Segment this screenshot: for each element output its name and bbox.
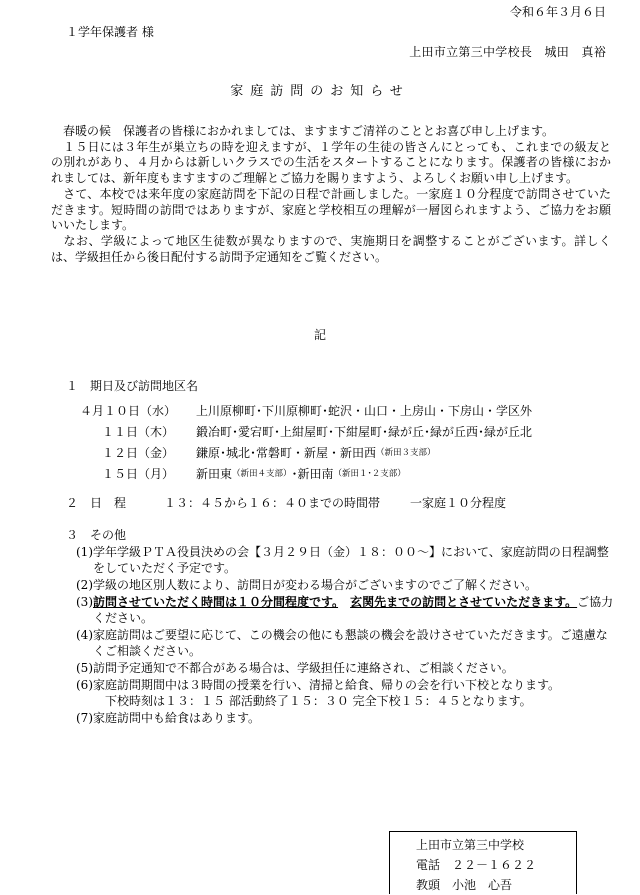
item-text xyxy=(93,678,560,710)
item-text-line: 下校時刻は１３：１５ 部活動終了１５：３０ 完全下校１５：４５となります。 xyxy=(105,693,532,708)
schedule-row xyxy=(80,443,532,464)
sender: 上田市立第三中学校長 城田 真裕 xyxy=(409,45,606,59)
addressee: １学年保護者 様 xyxy=(66,25,154,39)
schedule-date: １２日（金） xyxy=(102,446,175,460)
item-text: 学年学級ＰＴＡ役員決めの会【３月２９日（金）１８：００～】において、家庭訪問の日程調整をしていただく予定です。 xyxy=(93,545,609,575)
list-item xyxy=(76,711,616,727)
section2-label: ２ 日 程 xyxy=(66,496,127,510)
section2-schedule xyxy=(66,495,506,511)
schedule-row xyxy=(80,401,532,422)
schedule-note: （新田４支部） xyxy=(232,469,292,479)
item-number: (6) xyxy=(76,677,93,692)
item-text: 家庭訪問中も給食はあります。 xyxy=(93,710,261,725)
schedule-areas: ･新田南 xyxy=(291,467,334,481)
body-text xyxy=(51,124,611,265)
document-date: 令和６年３月６日 xyxy=(509,5,606,19)
body-paragraph: 春暖の候 保護者の皆様におかれましては、ますますご清祥のこととお喜び申し上げます。 xyxy=(51,124,555,138)
document-title: 家庭訪問のお知らせ xyxy=(230,84,410,99)
emphasis-text: 訪問させていただく時間は１０分間程度です。 xyxy=(93,594,339,609)
schedule-note: （新田１･２支部） xyxy=(333,469,406,479)
contact-person: 教頭 小池 心吾 xyxy=(416,878,513,892)
section2-duration: 一家庭１０分程度 xyxy=(410,496,507,510)
list-item xyxy=(76,595,616,627)
ki-marker: 記 xyxy=(313,328,326,342)
contact-school: 上田市立第三中学校 xyxy=(416,838,525,852)
body-paragraph: １５日には３年生が巣立ちの時を迎えますが、１学年の生徒の皆さんにとっても、これまでの級友との別れがあり、４月からは新しいクラスでの生活をスタートすることになります。保護者の皆様におかれましては、新年度もますますのご理解とご協力を賜りますよう、よろしくお願い申し上げます。 xyxy=(51,139,611,186)
list-item xyxy=(76,545,616,577)
item-text-line: 家庭訪問期間中は３時間の授業を行い、清掃と給食、帰りの会を行い下校となります。 xyxy=(93,677,561,692)
schedule-areas: 鍛冶町･愛宕町･上紺屋町･下紺屋町･緑が丘･緑が丘西･緑が丘北 xyxy=(196,425,533,439)
body-paragraph: なお、学級によって地区生徒数が異なりますので、実施期日を調整することがございます。詳しくは、学級担任から後日配付する訪問予定通知をご覧ください。 xyxy=(51,234,611,264)
item-text: 家庭訪問はご要望に応じて、この機会の他にも懇談の機会を設けさせていただきます。ご遠慮なくご相談ください。 xyxy=(93,627,608,658)
item-number: (5) xyxy=(76,660,93,675)
item-number: (1) xyxy=(76,545,93,559)
item-text-rest: ご協力ください。 xyxy=(93,594,614,625)
contact-box xyxy=(389,831,577,894)
contact-phone: 電話 ２２－１６２２ xyxy=(416,858,537,872)
body-paragraph: さて、本校では来年度の家庭訪問を下記の日程で計画しました。一家庭１０分程度で訪問させていただきます。短時間の訪問ではありますが、家庭と学校相互の理解が一層図られますよう、ご協力をお願いいたします。 xyxy=(51,186,611,233)
section1-heading: １ 期日及び訪問地区名 xyxy=(66,379,199,393)
section2-time: １３：４５から１６：４０までの時間帯 xyxy=(164,496,381,510)
schedule-areas: 上川原柳町･下川原柳町･蛇沢・山口・上房山・下房山・学区外 xyxy=(196,404,533,418)
section3-heading: ３ その他 xyxy=(66,528,127,542)
item-number: (3) xyxy=(76,594,93,609)
list-item xyxy=(76,578,616,594)
list-item xyxy=(76,628,616,660)
schedule-areas: 鎌原･城北･常磐町・新屋・新田西 xyxy=(196,446,377,460)
item-number: (7) xyxy=(76,710,93,725)
schedule-areas: 新田東 xyxy=(196,467,233,481)
item-text: 訪問予定通知で不都合がある場合は、学級担任に連絡され、ご相談ください。 xyxy=(93,660,514,675)
schedule-row xyxy=(80,464,532,485)
list-item xyxy=(76,661,616,677)
schedule-date: ４月１０日（水） xyxy=(80,404,177,418)
item-number: (4) xyxy=(76,627,93,642)
schedule-note: （新田３支部） xyxy=(376,448,436,458)
emphasis-text: 玄関先までの訪問とさせていただきます。 xyxy=(350,594,578,609)
list-item xyxy=(76,678,616,710)
schedule-date: １１日（木） xyxy=(102,425,175,439)
item-number: (2) xyxy=(76,577,93,592)
other-items-list xyxy=(76,545,616,727)
schedule-table xyxy=(80,401,532,485)
schedule-row xyxy=(80,422,532,443)
item-text: 学級の地区別人数により、訪問日が変わる場合がございますのでご了解ください。 xyxy=(93,577,538,592)
item-text xyxy=(93,595,616,627)
schedule-date: １５日（月） xyxy=(102,467,175,481)
